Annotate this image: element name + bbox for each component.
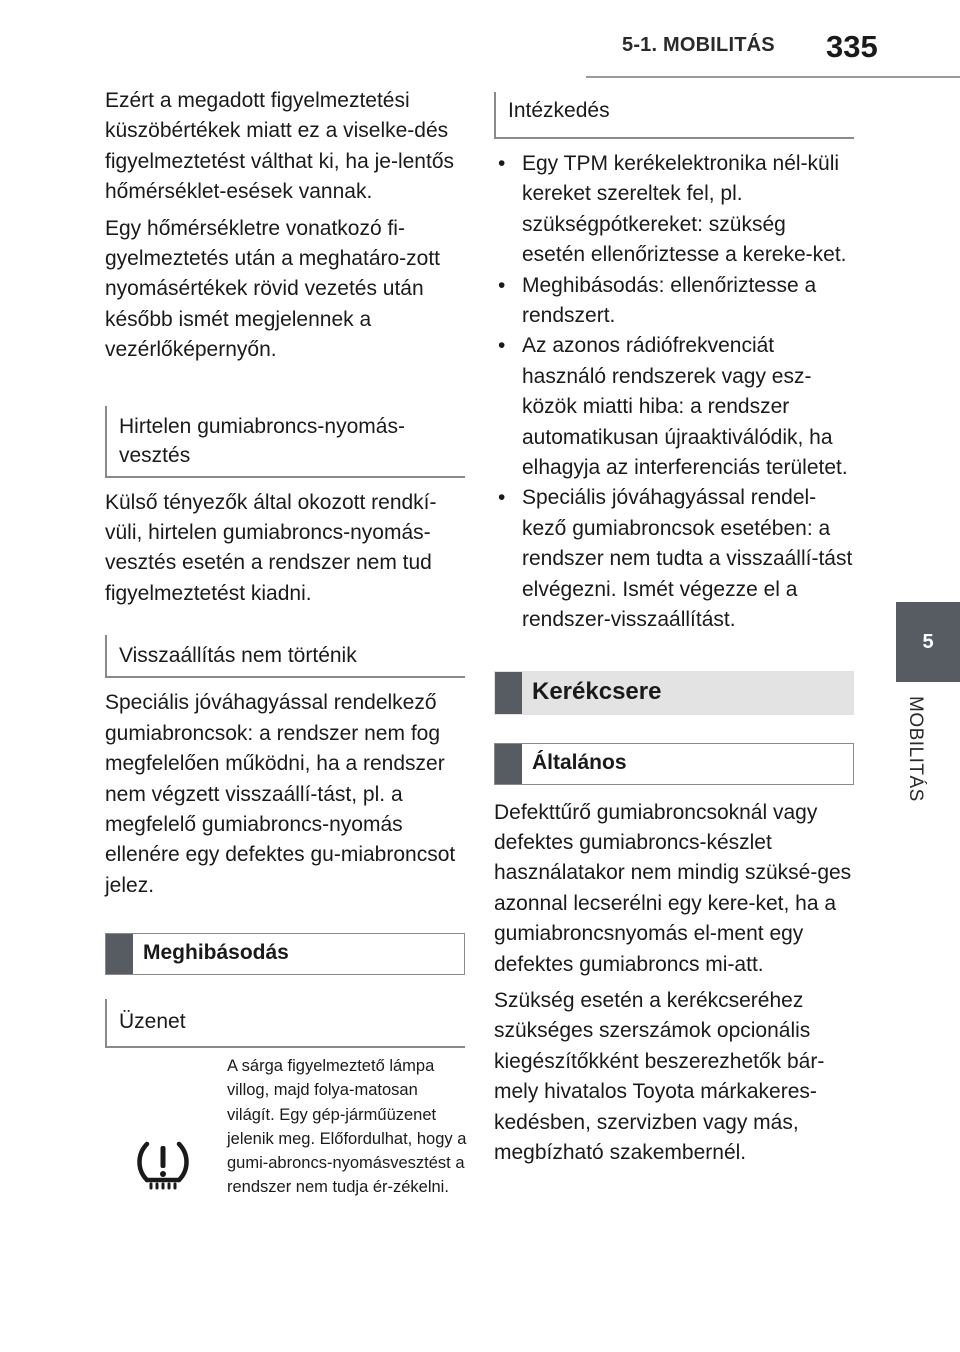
list-item: • Az azonos rádiófrekvenciát használó rendszerek vagy esz-közök miatti hiba: a rendszer automatikusan újraaktiválódik, ha elhagyja az interferenciás területet. [494,331,854,483]
left-column [105,86,465,1278]
header-rule [586,76,960,78]
heading-label: Kerékcsere [532,677,662,705]
paragraph: Külső tényezők által okozott rendkí-vüli, hirtelen gumiabroncs-nyomás-vesztés esetén a rendszer nem tud figyelmeztetést kiadni. [105,490,437,605]
heading-label: Általános [532,750,627,774]
message-description: A sárga figyelmeztető lámpa villog, majd folya-matosan világít. Egy gép-járműüzenet jelenik meg. Előfordulhat, hogy a gumi-abroncs-nyomásvesztést a rendszer nem tudja ér-zékelni. [227,1057,467,1197]
subheading-sudden-loss: Hirtelen gumiabroncs-nyomás-vesztés [105,406,465,478]
subheading-action: Intézkedés [494,92,854,139]
heading-malfunction [105,933,465,975]
heading-wheel-change [494,671,854,715]
paragraph: Szükség esetén a kerékcseréhez szükséges szerszámok opcionális kiegészítőkként beszerezhetők bár-mely hivatalos Toyota márkakeres-kedésben, szervizben vagy más, megbízható szakembernél. [494,988,825,1164]
page-number: 335 [826,29,878,64]
list-item: • Egy TPM kerékelektronika nél-küli kereket szereltek fel, pl. szükségpótkereket: szükség esetén ellenőriztesse a kereke-ket. [494,149,854,271]
heading-bar [495,672,522,714]
paragraph: Ezért a megadott figyelmeztetési küszöbértékek miatt ez a viselke-dés figyelmeztetést válthat ki, ha je-lentős hőmérséklet-esések vannak. [105,89,455,204]
section-title: 5-1. MOBILITÁS [622,34,775,56]
heading-bar [495,744,522,784]
subheading-message: Üzenet [105,999,465,1048]
heading-bar [106,934,133,974]
message-row [105,1048,465,1278]
chapter-tab-label [896,696,960,826]
paragraph: Egy hőmérsékletre vonatkozó fi-gyelmeztetés után a meghatáro-zott nyomásértékek rövid vezetés után később ismét megjelennek a vezérlőképernyőn. [105,216,441,362]
list-item: • Meghibásodás: ellenőriztesse a rendszert. [494,271,854,332]
paragraph: Speciális jóváhagyással rendelkező gumiabroncsok: a rendszer nem fog megfelelően működni, ha a rendszer nem végzett visszaállí-tást, pl. a megfelelő gumiabroncs-nyomás ellenére egy defektes gu-miabroncsot jelez. [105,691,456,897]
action-list [494,149,854,636]
tire-pressure-warning-icon [133,1140,193,1190]
right-column [494,92,854,1174]
chapter-tab-label-text: MOBILITÁS [905,696,926,802]
chapter-tab-number: 5 [896,602,960,682]
list-item: • Speciális jóváhagyással rendel-kező gumiabroncsok esetében: a rendszer nem tudta a visszaállí-tást elvégezni. Ismét végezze el a rendszer-visszaállítást. [494,483,854,635]
paragraph: Defekttűrő gumiabroncsoknál vagy defektes gumiabroncs-készlet használatakor nem mindig szüksé-ges azonnal lecserélni egy kere-ket, ha a gumiabroncsnyomás el-ment egy defektes gumiabroncs mi-att. [494,800,852,976]
heading-general [494,743,854,785]
subheading-no-reset: Visszaállítás nem történik [105,635,465,678]
heading-label: Meghibásodás [143,941,289,965]
